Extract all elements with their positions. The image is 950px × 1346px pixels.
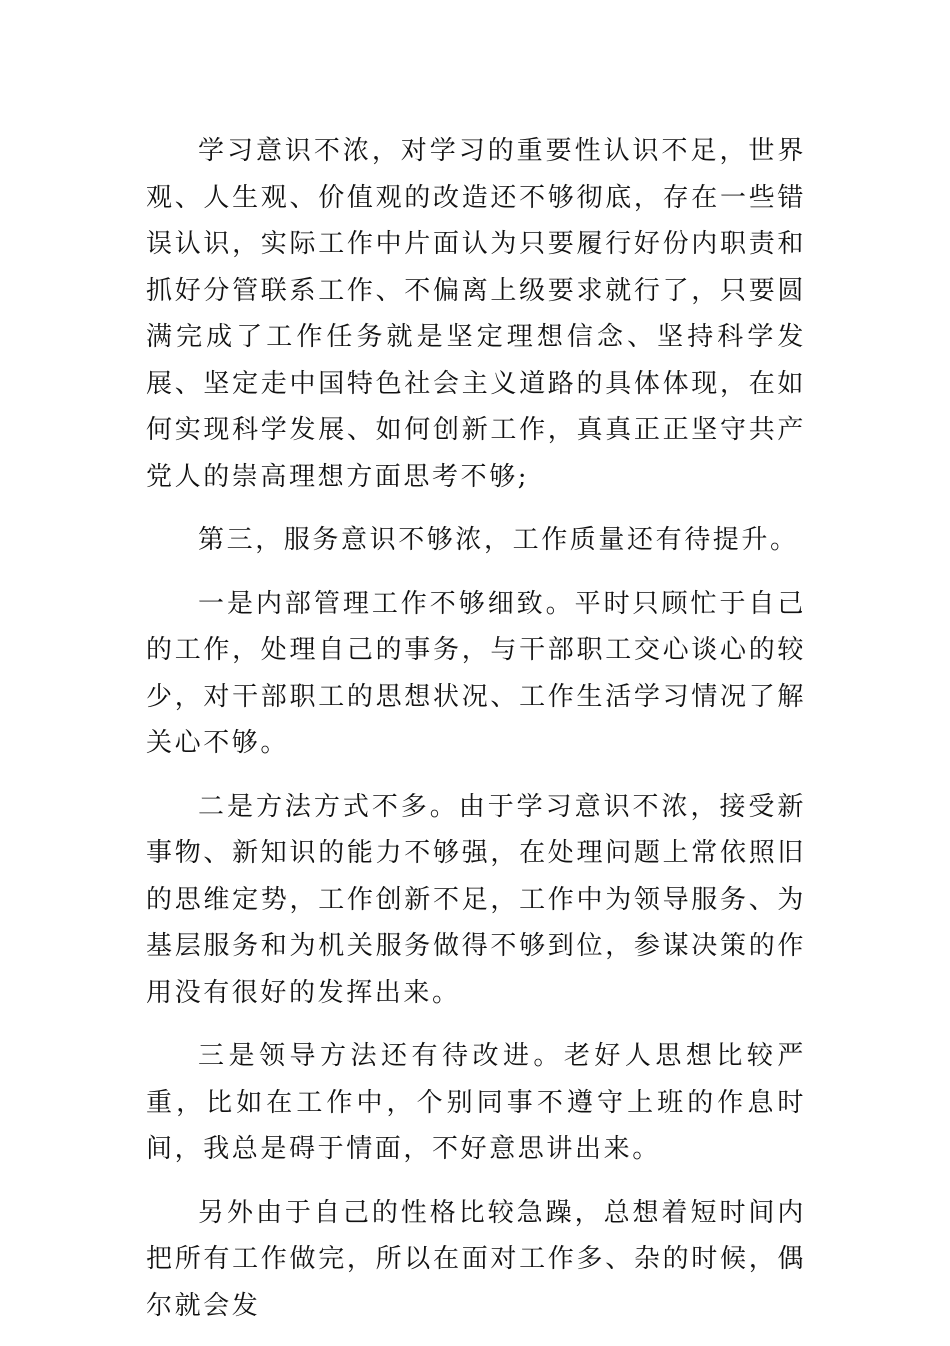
document-body xyxy=(146,128,806,1346)
paragraph-leadership-methods: 三是领导方法还有待改进。老好人思想比较严重，比如在工作中，个别同事不遵守上班的作息时间，我总是碍于情面，不好意思讲出来。 xyxy=(146,1041,806,1164)
paragraph-methods: 二是方法方式不多。由于学习意识不浓，接受新事物、新知识的能力不够强，在处理问题上常依照旧的思维定势，工作创新不足，工作中为领导服务、为基层服务和为机关服务做得不够到位，参谋决策的作用没有很好的发挥出来。 xyxy=(146,791,806,1008)
paragraph-internal-management: 一是内部管理工作不够细致。平时只顾忙于自己的工作，处理自己的事务，与干部职工交心谈心的较少，对干部职工的思想状况、工作生活学习情况了解关心不够。 xyxy=(146,588,806,758)
paragraph-personality: 另外由于自己的性格比较急躁，总想着短时间内把所有工作做完，所以在面对工作多、杂的时候，偶尔就会发 xyxy=(146,1197,806,1321)
paragraph-study-awareness: 学习意识不浓，对学习的重要性认识不足，世界观、人生观、价值观的改造还不够彻底，存在一些错误认识，实际工作中片面认为只要履行好份内职责和抓好分管联系工作、不偏离上级要求就行了，只要圆满完成了工作任务就是坚定理想信念、坚持科学发展、坚定走中国特色社会主义道路的具体体现，在如何实现科学发展、如何创新工作，真真正正坚守共产党人的崇高理想方面思考不够; xyxy=(146,136,806,492)
paragraph-section-three-heading: 第三，服务意识不够浓，工作质量还有待提升。 xyxy=(198,525,799,555)
